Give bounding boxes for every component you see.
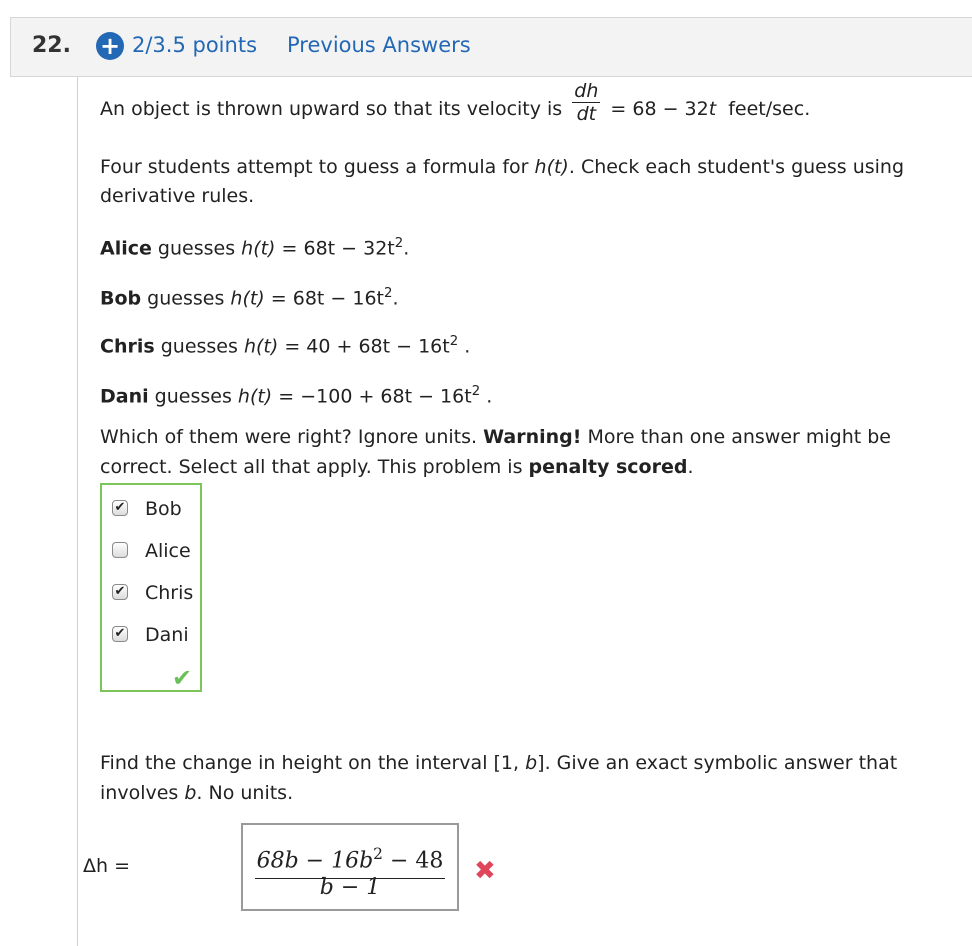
which-line-2: correct. Select all that apply. This problem is penalty scored. [100,456,694,478]
answer-input[interactable] [241,823,459,911]
answer-numerator: $68b - 16b^2 - 48$ [255,839,445,879]
checkbox-dani[interactable]: ✔ [112,626,128,642]
previous-answers-link[interactable]: Previous Answers [287,33,471,57]
plus-circle-icon[interactable]: + [96,32,124,60]
x-icon: ✖ [474,856,496,886]
derivative-fraction: $\frac{dh}{dt}$ [574,80,599,125]
part2-line-2: involves b. No units. [100,782,294,804]
guess-dani: Dani guesses $h(t) = -100 + 68t - 16t^2$ . [100,384,493,408]
guess-chris: Chris guesses $h(t) = 40 + 68t - 16t^2$ . [100,334,471,358]
checkbox-chris[interactable]: ✔ [112,584,128,600]
checkbox-bob[interactable]: ✔ [112,500,128,516]
checkbox-alice[interactable] [112,542,128,558]
left-divider [77,77,78,946]
part2-line: Find the change in height on the interval [1, b]. Give an exact symbolic answer that [100,752,898,774]
answer-choices: ✔ Bob Alice ✔ Chris ✔ Dani ✔ [100,483,202,692]
answer-denominator: b − 1 [319,875,381,900]
instruction-line-2: derivative rules. [100,185,255,207]
instruction-line: Four students attempt to guess a formula for h(t). Check each student's guess using [100,156,905,178]
guess-bob: Bob guesses $h(t) = 68t - 16t^2$. [100,286,399,310]
check-icon: ✔ [172,664,193,692]
guess-alice: Alice guesses $h(t) = 68t - 32t^2$. [100,236,410,260]
points-label[interactable]: 2/3.5 points [132,33,258,57]
delta-h-label: Δh = [83,855,130,877]
which-line: Which of them were right? Ignore units. Warning! More than one answer might be [100,426,891,448]
question-number: 22. [32,33,71,58]
intro-line: An object is thrown upward so that its velocity is $\frac{dh}{dt}$ = 68 − 32t feet/sec. [100,80,811,125]
question-header [10,17,972,77]
